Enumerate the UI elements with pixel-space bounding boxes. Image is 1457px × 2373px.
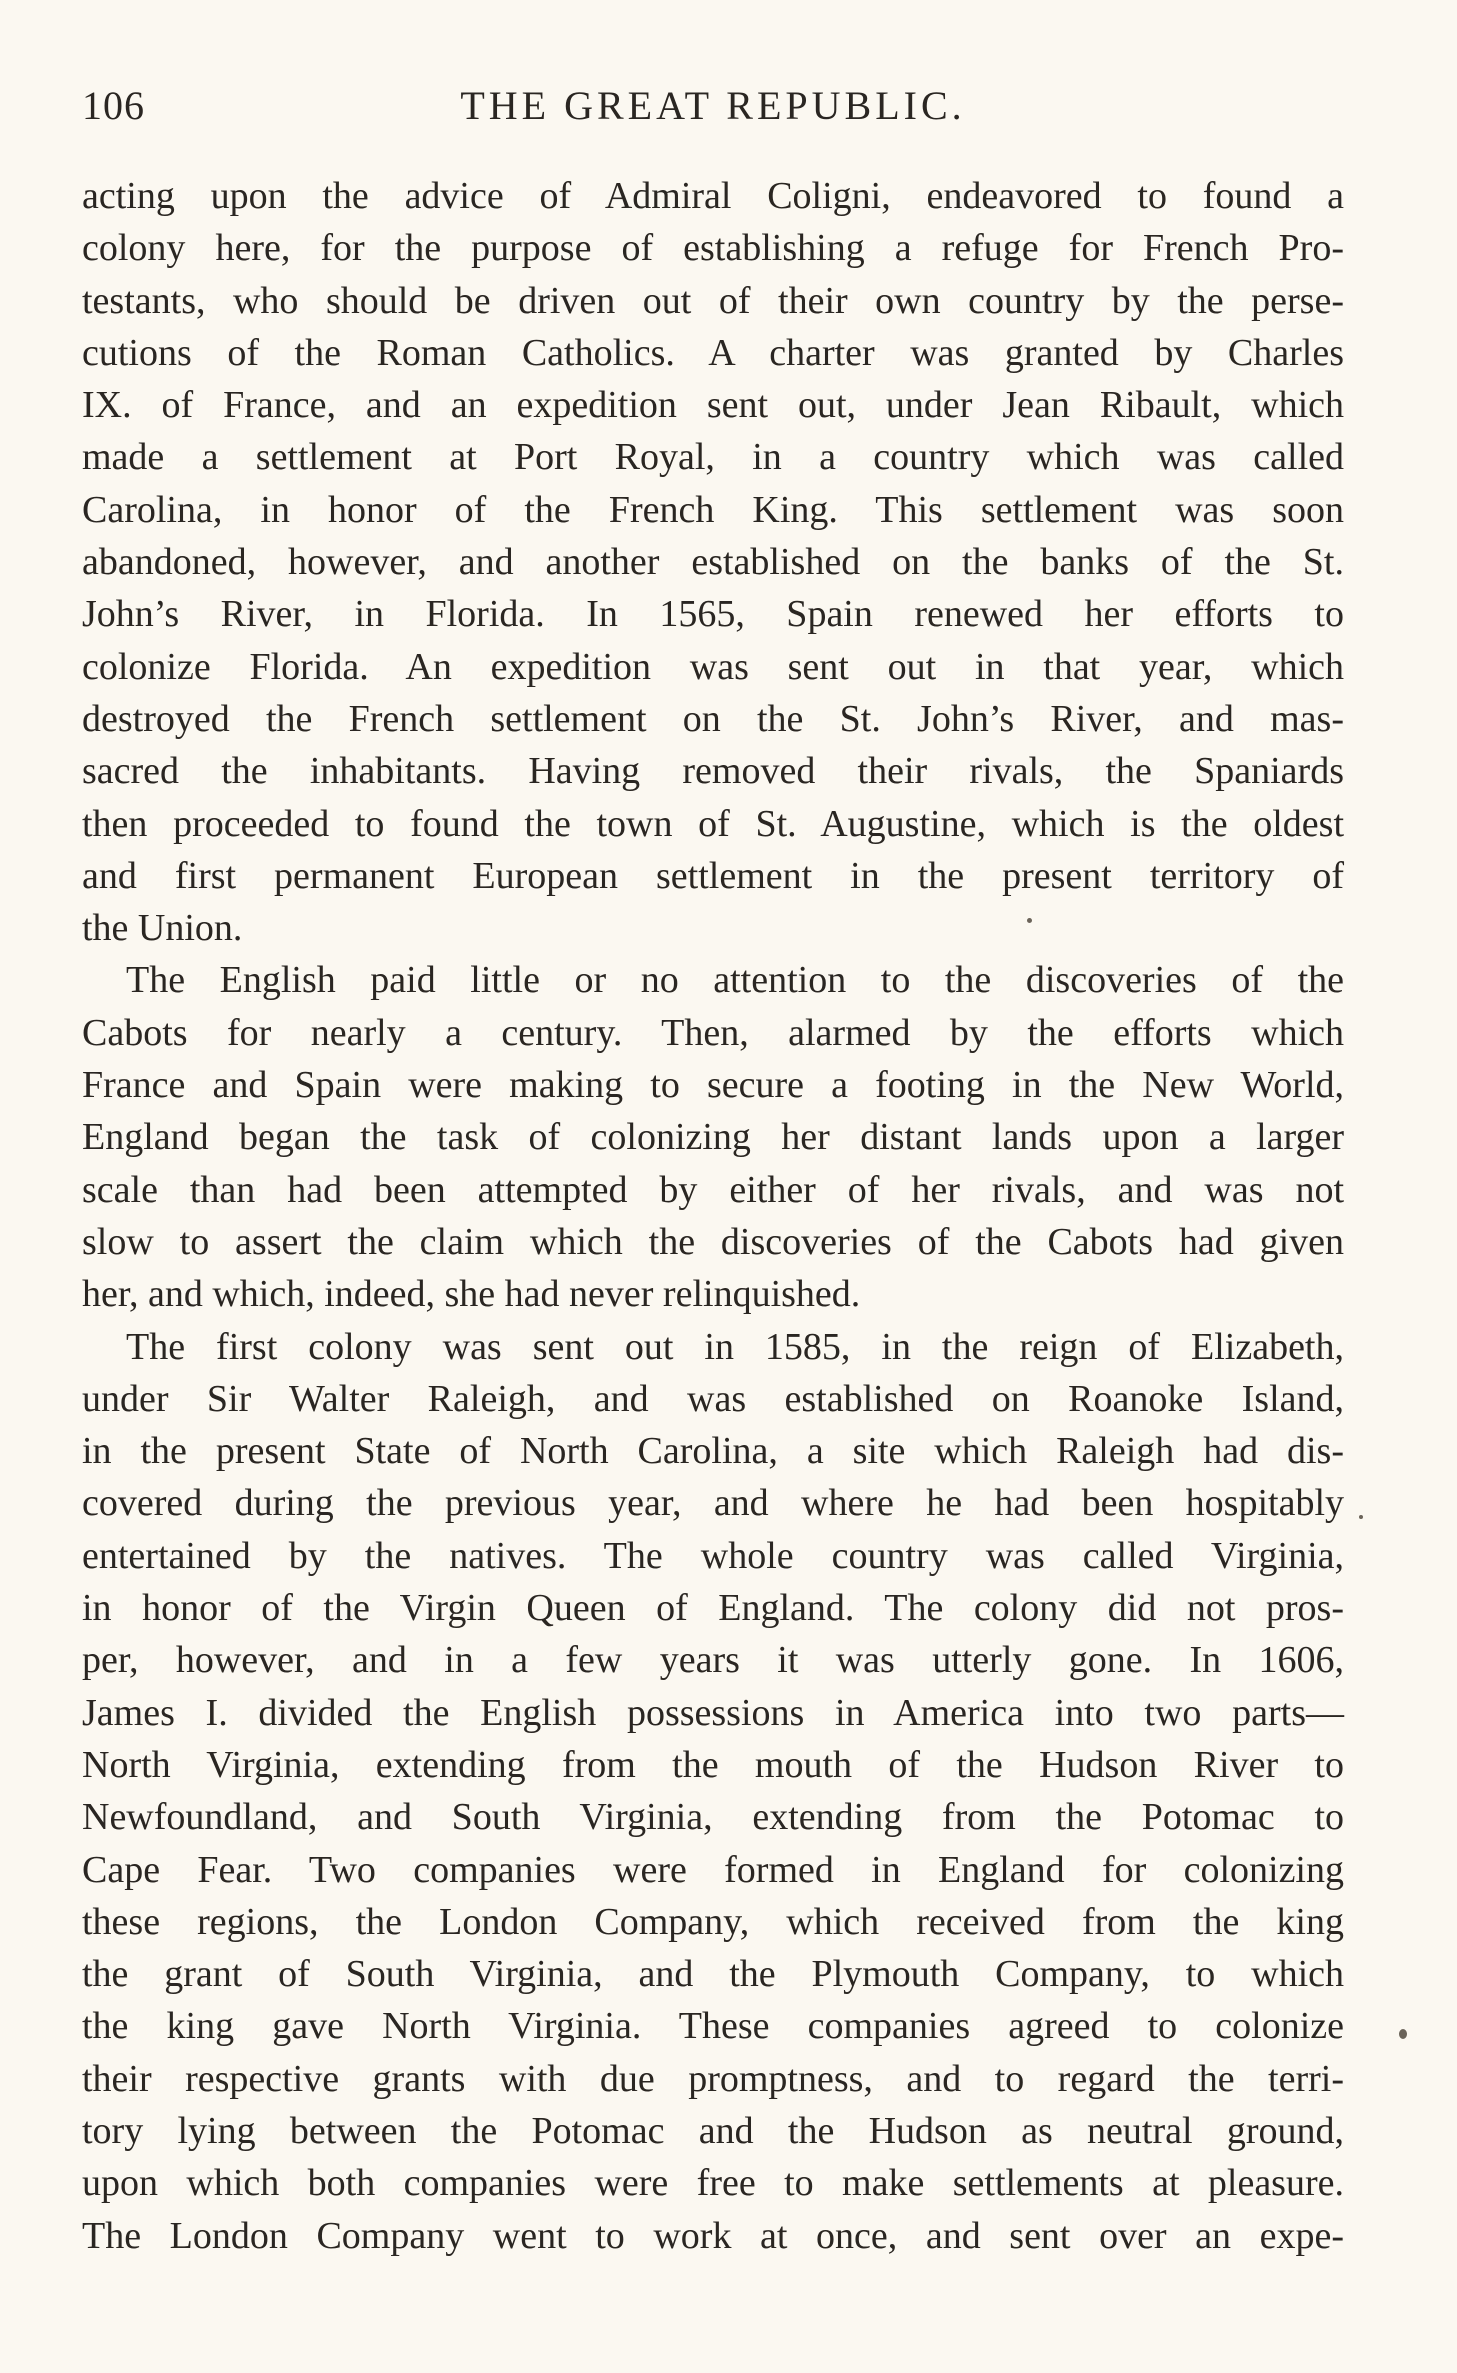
text-line: their respective grants with due promptness, and to regard the terri- bbox=[82, 2057, 1344, 2100]
text-line: England began the task of colonizing her distant lands upon a larger bbox=[82, 1116, 1344, 1159]
text-line: in honor of the Virgin Queen of England. The colony did not pros- bbox=[82, 1587, 1344, 1630]
text-line: scale than had been attempted by either of her rivals, and was not bbox=[82, 1168, 1344, 1211]
body-text bbox=[82, 170, 1344, 2262]
running-head: THE GREAT REPUBLIC. bbox=[460, 83, 966, 128]
text-line: The London Company went to work at once, and sent over an expe- bbox=[82, 2214, 1344, 2257]
text-line: her, and which, indeed, she had never relinquished. bbox=[82, 1273, 861, 1316]
text-line: John’s River, in Florida. In 1565, Spain renewed her efforts to bbox=[82, 593, 1344, 636]
text-line: these regions, the London Company, which received from the king bbox=[82, 1900, 1344, 1943]
paragraph-start-line: The English paid little or no attention to the discoveries of the bbox=[126, 959, 1344, 1002]
print-speck bbox=[1359, 1515, 1363, 1519]
text-line: then proceeded to found the town of St. Augustine, which is the oldest bbox=[82, 802, 1344, 845]
paragraph-start-line: The first colony was sent out in 1585, in the reign of Elizabeth, bbox=[126, 1325, 1344, 1368]
text-line: upon which both companies were free to make settlements at pleasure. bbox=[82, 2162, 1344, 2205]
text-line: destroyed the French settlement on the St. John’s River, and mas- bbox=[82, 697, 1344, 740]
text-line: per, however, and in a few years it was utterly gone. In 1606, bbox=[82, 1639, 1344, 1682]
page-number: 106 bbox=[82, 83, 145, 128]
text-line: covered during the previous year, and where he had been hospitably bbox=[82, 1482, 1344, 1525]
text-line: abandoned, however, and another established on the banks of the St. bbox=[82, 541, 1344, 584]
text-line: Newfoundland, and South Virginia, extending from the Potomac to bbox=[82, 1796, 1344, 1839]
text-line: acting upon the advice of Admiral Coligni, endeavored to found a bbox=[82, 175, 1344, 217]
text-line: testants, who should be driven out of their own country by the perse- bbox=[82, 279, 1344, 322]
print-speck bbox=[1027, 918, 1032, 923]
text-line: the grant of South Virginia, and the Plymouth Company, to which bbox=[82, 1953, 1344, 1996]
text-line: sacred the inhabitants. Having removed their rivals, the Spaniards bbox=[82, 750, 1344, 793]
text-line: entertained by the natives. The whole country was called Virginia, bbox=[82, 1534, 1344, 1577]
text-line: slow to assert the claim which the discoveries of the Cabots had given bbox=[82, 1220, 1344, 1263]
text-line: Cape Fear. Two companies were formed in England for colonizing bbox=[82, 1848, 1344, 1891]
margin-bullet-mark bbox=[1399, 2029, 1407, 2039]
text-line: under Sir Walter Raleigh, and was established on Roanoke Island, bbox=[82, 1377, 1344, 1420]
text-line: IX. of France, and an expedition sent out, under Jean Ribault, which bbox=[82, 384, 1344, 427]
text-line: made a settlement at Port Royal, in a country which was called bbox=[82, 436, 1344, 479]
text-line: France and Spain were making to secure a footing in the New World, bbox=[82, 1064, 1344, 1107]
text-line: the Union. bbox=[82, 907, 243, 950]
text-line: and first permanent European settlement in the present territory of bbox=[82, 854, 1344, 897]
text-line: colonize Florida. An expedition was sent out in that year, which bbox=[82, 645, 1344, 688]
text-line: tory lying between the Potomac and the Hudson as neutral ground, bbox=[82, 2109, 1344, 2152]
text-line: the king gave North Virginia. These companies agreed to colonize bbox=[82, 2005, 1344, 2048]
text-line: cutions of the Roman Catholics. A charter was granted by Charles bbox=[82, 331, 1344, 374]
text-line: colony here, for the purpose of establishing a refuge for French Pro- bbox=[82, 227, 1344, 270]
text-line: Cabots for nearly a century. Then, alarmed by the efforts which bbox=[82, 1011, 1344, 1054]
text-line: in the present State of North Carolina, a site which Raleigh had dis- bbox=[82, 1430, 1344, 1473]
text-line: James I. divided the English possessions in America into two parts— bbox=[82, 1691, 1344, 1734]
text-line: North Virginia, extending from the mouth of the Hudson River to bbox=[82, 1743, 1344, 1786]
page-header bbox=[82, 82, 1344, 138]
text-line: Carolina, in honor of the French King. This settlement was soon bbox=[82, 488, 1344, 531]
